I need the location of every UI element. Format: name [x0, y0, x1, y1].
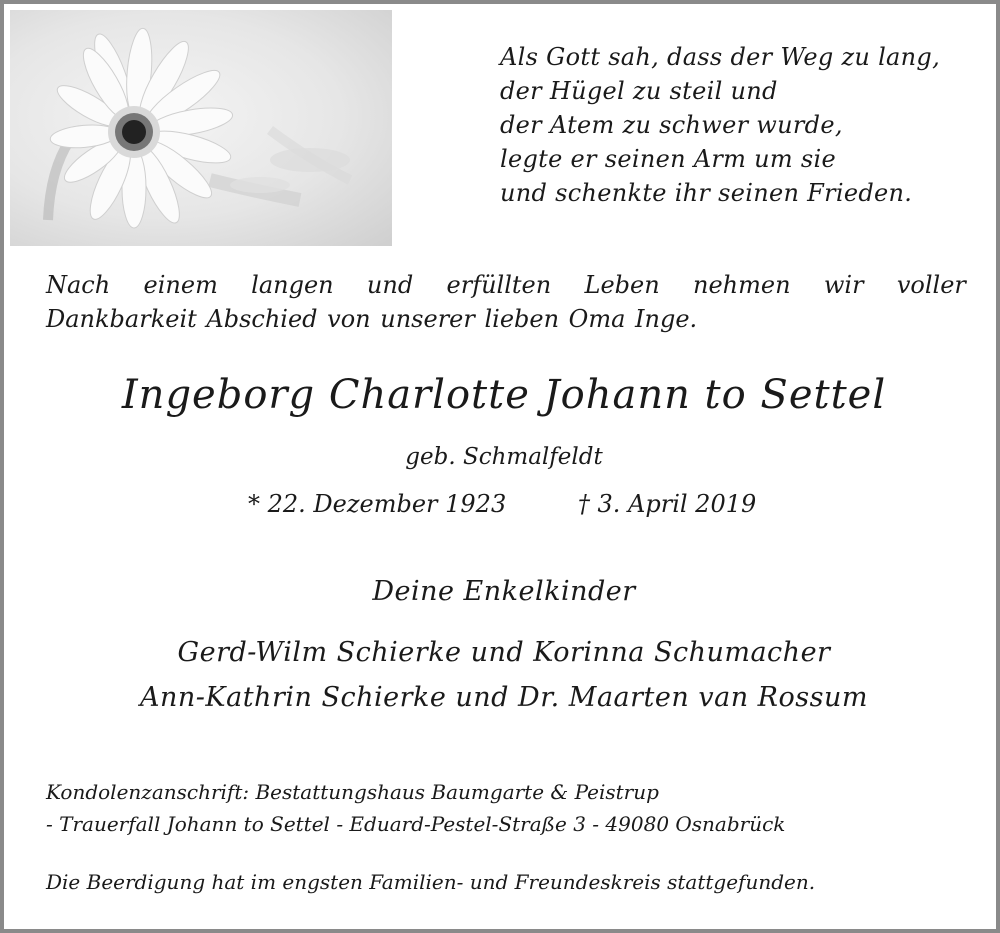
- funeral-note: Die Beerdigung hat im engsten Familien- und Freundeskreis stattgefunden.: [46, 870, 816, 894]
- mourner-line: Gerd-Wilm Schierke und Korinna Schumacher: [177, 637, 831, 668]
- poem-line: und schenkte ihr seinen Frieden.: [500, 179, 913, 207]
- intro-word: Nach: [46, 271, 111, 299]
- poem-line: der Hügel zu steil und: [500, 77, 778, 105]
- poem: [500, 40, 940, 210]
- poem-line: Als Gott sah, dass der Weg zu lang,: [500, 43, 941, 71]
- flower-photo: [10, 10, 392, 246]
- intro-word: wir: [823, 271, 864, 299]
- intro-word: und: [366, 271, 414, 299]
- condolence-address: [46, 776, 785, 840]
- death-date: † 3. April 2019: [577, 490, 757, 518]
- life-dates: [248, 490, 756, 518]
- intro-text: [46, 268, 966, 336]
- intro-word: einem: [143, 271, 218, 299]
- intro-line: [46, 268, 966, 302]
- intro-word: Leben: [584, 271, 660, 299]
- intro-line: Dankbarkeit Abschied von unserer lieben Oma Inge.: [46, 305, 698, 333]
- mourner-line: Ann-Kathrin Schierke und Dr. Maarten van Rossum: [140, 682, 868, 713]
- poem-line: der Atem zu schwer wurde,: [500, 111, 843, 139]
- birth-name: geb. Schmalfeldt: [405, 444, 603, 470]
- condolence-line: Kondolenzanschrift: Bestattungshaus Baumgarte & Peistrup: [46, 780, 659, 804]
- deceased-name: Ingeborg Charlotte Johann to Settel: [121, 372, 887, 418]
- intro-word: langen: [251, 271, 334, 299]
- mourners-title: Deine Enkelkinder: [372, 576, 636, 607]
- condolence-line: - Trauerfall Johann to Settel - Eduard-Pestel-Straße 3 - 49080 Osnabrück: [46, 812, 786, 836]
- gerbera-flower-image: [10, 10, 392, 246]
- intro-word: voller: [896, 271, 966, 299]
- intro-word: erfüllten: [446, 271, 552, 299]
- poem-line: legte er seinen Arm um sie: [500, 145, 836, 173]
- intro-word: nehmen: [692, 271, 791, 299]
- birth-date: * 22. Dezember 1923: [248, 490, 507, 518]
- mourners-list: [4, 630, 1000, 720]
